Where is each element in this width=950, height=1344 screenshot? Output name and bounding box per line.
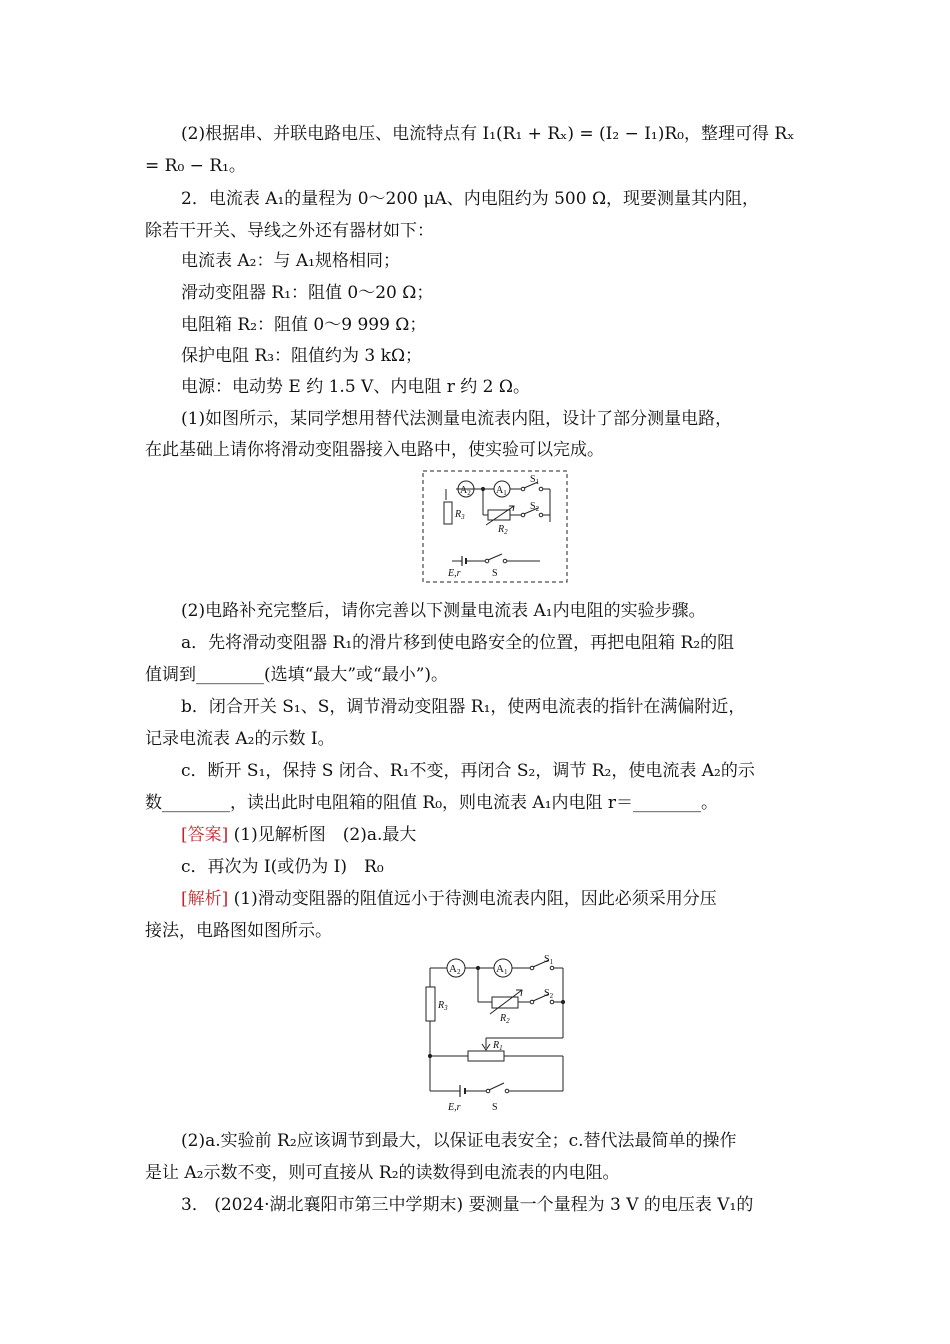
svg-text:A1: $A_1$ — [496, 485, 507, 497]
text-line: 值调到________(选填“最大”或“最小”)。 — [145, 665, 449, 685]
text-line: b．闭合开关 S₁、S，调节滑动变阻器 R₁，使两电流表的指针在满偏附近， — [181, 697, 746, 717]
text-line: 电源：电动势 E 约 1.5 V、内电阻 r 约 2 Ω。 — [181, 377, 530, 397]
resistor-r3 — [426, 987, 435, 1021]
analysis-line — [181, 888, 810, 910]
label-er: E,r — [448, 1102, 461, 1113]
label-a2: A — [460, 485, 468, 496]
label-a1: A — [496, 963, 504, 975]
svg-text:R2: $R_2$ — [498, 524, 508, 536]
text-line: c．再次为 I(或仍为 I) R₀ — [181, 857, 384, 877]
svg-text:R3: $R_3$ — [455, 509, 465, 521]
label-s1: S — [544, 954, 550, 965]
question-source: (2024·湖北襄阳市第三中学期末) — [214, 1195, 464, 1215]
svg-text:S1: $S_1$ — [544, 954, 554, 966]
label-s: S — [492, 1102, 498, 1113]
text-line: (2)根据串、并联电路电压、电流特点有 I₁(R₁ + Rₓ) = (I₂ − I₁)R₀，整理可得 Rₓ — [181, 124, 795, 144]
svg-text:R1: $R_1$ — [493, 1040, 503, 1052]
text-line: 2．电流表 A₁的量程为 0～200 μA、内电阻约为 500 Ω，现要测量其内阻， — [181, 189, 760, 209]
svg-text:S2: $S_2$ — [544, 988, 554, 1000]
label-er: E,r — [448, 568, 461, 579]
svg-text:A2: A2 — [449, 963, 461, 976]
text-line: 滑动变阻器 R₁：阻值 0～20 Ω； — [181, 283, 434, 303]
text-line: 电阻箱 R₂：阻值 0～9 999 Ω； — [181, 315, 427, 335]
label-r2: R — [498, 524, 505, 535]
text-line: (2)电路补充完整后，请你完善以下测量电流表 A₁内电阻的实验步骤。 — [181, 601, 706, 621]
circuit-diagram-complete — [418, 952, 578, 1118]
text-line: a．先将滑动变阻器 R₁的滑片移到使电路安全的位置，再把电阻箱 R₂的阻 — [181, 633, 735, 653]
resistor-r3 — [444, 502, 452, 524]
analysis-tag: [解析] — [181, 889, 229, 909]
label-a2: A — [449, 963, 457, 975]
question-number: 3． — [181, 1195, 209, 1215]
dashed-frame — [423, 471, 567, 582]
label-s1: S — [530, 474, 536, 485]
svg-text:R3: $R_3$ — [438, 1000, 448, 1012]
label-r1: R — [493, 1040, 500, 1051]
label-a1: A — [496, 485, 504, 496]
text-line: 接法，电路图如图所示。 — [145, 921, 332, 941]
text-line: 在此基础上请你将滑动变阻器接入电路中，使实验可以完成。 — [145, 440, 604, 460]
label-r3: R — [438, 1000, 445, 1011]
circuit-diagram-incomplete — [422, 470, 568, 583]
answer-line — [181, 824, 810, 846]
text-line: c．断开 S₁，保持 S 闭合、R₁不变，再闭合 S₂，调节 R₂，使电流表 A₂的示 — [181, 761, 755, 781]
svg-text:A1: A1 — [496, 963, 508, 976]
label-s2: S — [544, 988, 550, 999]
text-line: = R₀ − R₁。 — [145, 156, 246, 176]
text-line: 除若干开关、导线之外还有器材如下： — [145, 221, 434, 241]
question-3-line — [181, 1194, 810, 1216]
answer-tag: [答案] — [181, 825, 229, 845]
label-s: S — [492, 568, 498, 579]
label-r3: R — [455, 509, 462, 520]
label-s2: S — [530, 501, 536, 512]
answer-text: (1)见解析图 (2)a.最大 — [233, 825, 417, 845]
text-line: 电流表 A₂：与 A₁规格相同； — [181, 251, 400, 271]
text-line: 记录电流表 A₂的示数 I。 — [145, 729, 335, 749]
label-r2: R — [500, 1013, 507, 1024]
svg-text:R2: $R_2$ — [500, 1013, 510, 1025]
svg-text:S1: $S_1$ — [530, 474, 540, 486]
question-text: 要测量一个量程为 3 V 的电压表 V₁的 — [468, 1195, 754, 1215]
svg-text:S2: $S_2$ — [530, 501, 540, 513]
text-line: 数________，读出此时电阻箱的阻值 R₀，则电流表 A₁内电阻 r＝________。 — [145, 793, 719, 813]
text-line: 是让 A₂示数不变，则可直接从 R₂的读数得到电流表的内电阻。 — [145, 1163, 620, 1183]
analysis-text: (1)滑动变阻器的阻值远小于待测电流表内阻，因此必须采用分压 — [233, 889, 717, 909]
text-line: (1)如图所示，某同学想用替代法测量电流表内阻，设计了部分测量电路， — [181, 409, 733, 429]
text-line: (2)a.实验前 R₂应该调节到最大，以保证电表安全；c.替代法最简单的操作 — [181, 1131, 737, 1151]
svg-text:A2: $A_2$ — [460, 485, 471, 497]
text-line: 保护电阻 R₃：阻值约为 3 kΩ； — [181, 346, 423, 366]
rheostat-r1 — [468, 1051, 504, 1061]
